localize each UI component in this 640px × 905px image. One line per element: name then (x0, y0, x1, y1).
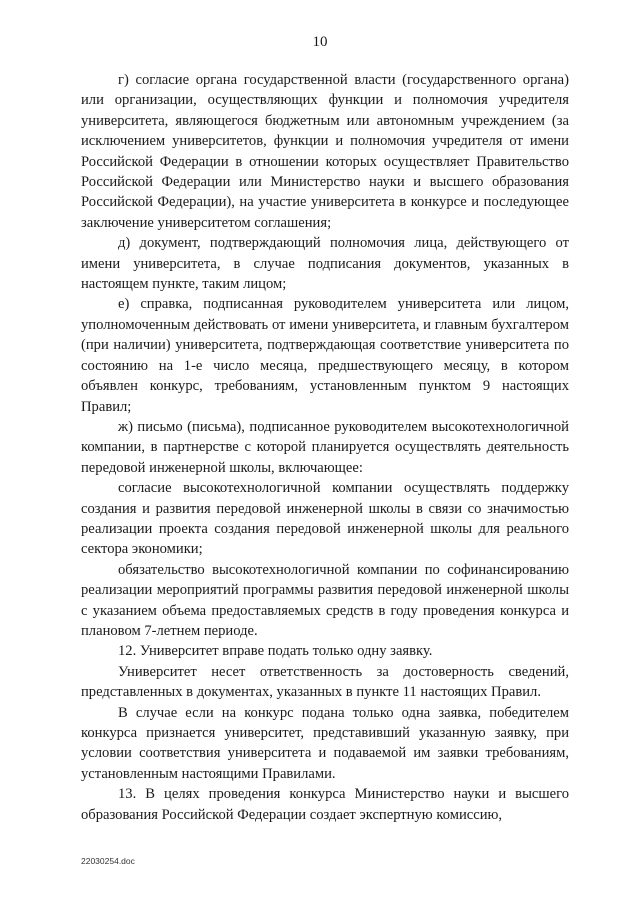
paragraph-single-application: В случае если на конкурс подана только одна заявка, победителем конкурса признается университет, представивший указанную заявку, при условии соответствия университета и подаваемой им заявки требованиям, установленным настоящими Правилами. (81, 704, 569, 782)
paragraph-responsibility: Университет несет ответственность за достоверность сведений, представленных в документах, указанных в пункте 11 настоящих Правил. (81, 663, 569, 701)
paragraph-item-g: г) согласие органа государственной власти (государственного органа) или организации, осуществляющих функции и полномочия учредителя университета, являющегося бюджетным или автономным учреждением (за исключением университетов, функции и полномочия учредителя от имени Российской Федерации в отношении которых осуществляет Правительство Российской Федерации или Министерство науки и высшего образования Российской Федерации), на участие университета в конкурсе и последующее заключение университетом соглашения; (81, 72, 569, 231)
paragraph-clause-12: 12. Университет вправе подать только одну заявку. (118, 643, 433, 660)
page-number: 10 (312, 34, 328, 50)
paragraph-item-d: д) документ, подтверждающий полномочия лица, действующего от имени университета, в случае подписания документов, указанных в настоящем пункте, таким лицом; (81, 235, 569, 293)
paragraph-item-e: е) справка, подписанная руководителем университета или лицом, уполномоченным действовать от имени университета, и главным бухгалтером (при наличии) университета, подтверждающая соответствие университета по состоянию на 1-е число месяца, предшествующего месяцу, в котором объявлен конкурс, требованиям, установленным пунктом 9 настоящих Правил; (81, 296, 569, 415)
paragraph-item-zh: ж) письмо (письма), подписанное руководителем высокотехнологичной компании, в партнерстве с которой планируется осуществлять деятельность передовой инженерной школы, включающее: (81, 418, 569, 476)
paragraph-clause-13: 13. В целях проведения конкурса Министерство науки и высшего образования Российской Федерации создает экспертную комиссию, (81, 786, 569, 823)
document-body (81, 70, 569, 825)
paragraph-company-obligation: обязательство высокотехнологичной компании по софинансированию реализации мероприятий программы развития передовой инженерной школы с указанием объема предоставляемых средств в году проведения конкурса и плановом 7-летнем периоде. (81, 561, 569, 639)
paragraph-company-consent: согласие высокотехнологичной компании осуществлять поддержку создания и развития передовой инженерной школы в связи со значимостью реализации проекта создания передовой инженерной школы для реального сектора экономики; (81, 480, 569, 558)
footer-filename: 22030254.doc (81, 856, 135, 866)
